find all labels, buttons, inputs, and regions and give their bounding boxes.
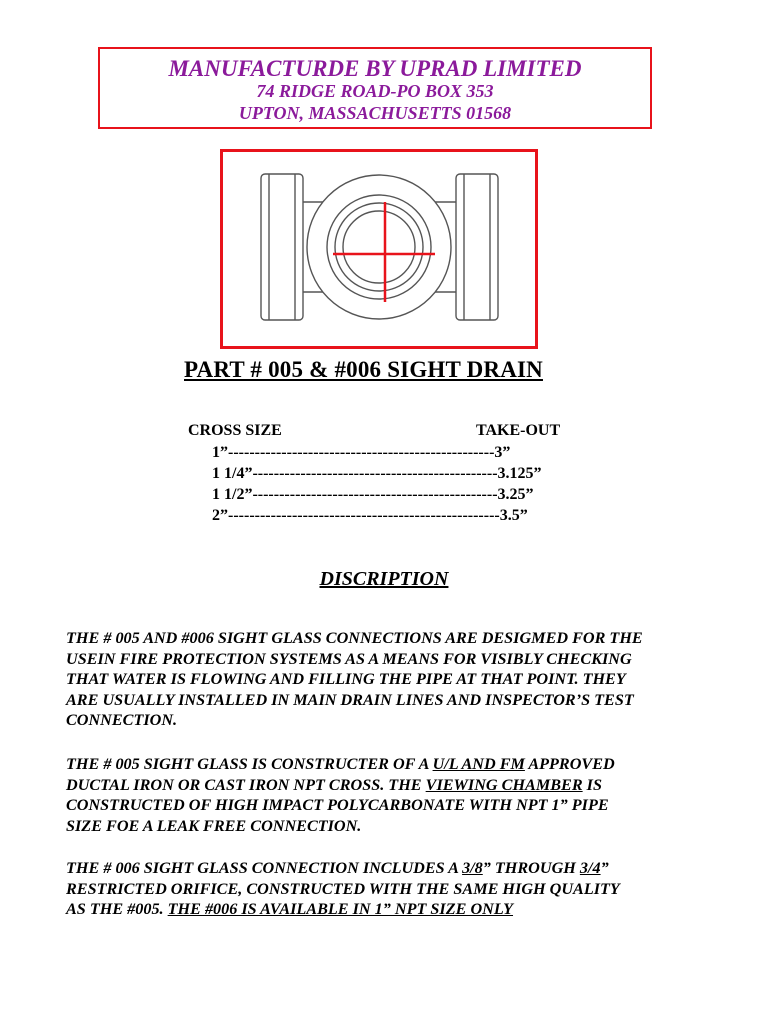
paragraph-line: RESTRICTED ORIFICE, CONSTRUCTED WITH THE SAME HIGH QUALITY: [66, 879, 620, 898]
underlined-text: THE #006 IS AVAILABLE IN 1” NPT SIZE ONLY: [167, 900, 514, 918]
description-paragraph-1: [66, 628, 726, 731]
table-row: 1 1/2”----------------------------------------------3.25”: [212, 486, 534, 503]
part-title: PART # 005 & #006 SIGHT DRAIN: [184, 357, 543, 382]
paragraph-line: CONSTRUCTED OF HIGH IMPACT POLYCARBONATE WITH NPT 1” PIPE: [66, 796, 609, 814]
text-span: IS: [582, 775, 602, 794]
text-span: AS THE #005.: [66, 900, 168, 918]
sight-drain-diagram: [220, 149, 538, 349]
paragraph-line: USEIN FIRE PROTECTION SYSTEMS AS A MEANS FOR VISIBLY CHECKING: [66, 649, 632, 668]
description-title: DISCRIPTION: [319, 568, 449, 590]
text-span: THE # 006 SIGHT GLASS CONNECTION INCLUDES A: [66, 859, 463, 877]
manufacturer-title: MANUFACTURDE BY UPRAD LIMITED: [168, 56, 582, 81]
paragraph-line: [66, 775, 726, 796]
paragraph-line: SIZE FOE A LEAK FREE CONNECTION.: [66, 816, 362, 835]
paragraph-line: THAT WATER IS FLOWING AND FILLING THE PIPE AT THAT POINT. THEY: [66, 670, 626, 688]
text-span: DUCTAL IRON OR CAST IRON NPT CROSS. THE: [66, 775, 426, 794]
text-span: ”: [600, 859, 609, 877]
table-row: 2”---------------------------------------------------3.5”: [212, 507, 528, 524]
paragraph-line: ARE USUALLY INSTALLED IN MAIN DRAIN LINES AND INSPECTOR’S TEST: [66, 690, 634, 709]
sight-drain-drawing: [223, 152, 535, 346]
paragraph-line: [66, 899, 726, 920]
description-paragraph-3: [66, 858, 726, 920]
address-line: 74 RIDGE ROAD-PO BOX 353: [256, 81, 494, 101]
paragraph-line: [66, 858, 726, 879]
paragraph-line: THE # 005 AND #006 SIGHT GLASS CONNECTIONS ARE DESIGMED FOR THE: [66, 629, 643, 647]
take-out-header: TAKE-OUT: [476, 422, 561, 439]
table-row: 1”--------------------------------------------------3”: [212, 444, 511, 461]
text-span: ” THROUGH: [482, 859, 580, 877]
manufacturer-header-box: [98, 47, 652, 129]
description-paragraph-2: [66, 754, 726, 836]
cross-size-header: CROSS SIZE: [188, 422, 282, 439]
text-span: APPROVED: [524, 755, 615, 773]
underlined-text: 3/8: [462, 859, 483, 877]
text-span: THE # 005 SIGHT GLASS IS CONSTRUCTER OF A: [66, 755, 433, 773]
city-line: UPTON, MASSACHUSETTS 01568: [238, 103, 512, 123]
paragraph-line: CONNECTION.: [66, 711, 178, 729]
underlined-text: VIEWING CHAMBER: [425, 775, 583, 794]
underlined-text: U/L AND FM: [432, 755, 525, 773]
paragraph-line: [66, 754, 726, 775]
table-row: 1 1/4”----------------------------------------------3.125”: [212, 465, 542, 482]
underlined-text: 3/4: [579, 859, 601, 877]
